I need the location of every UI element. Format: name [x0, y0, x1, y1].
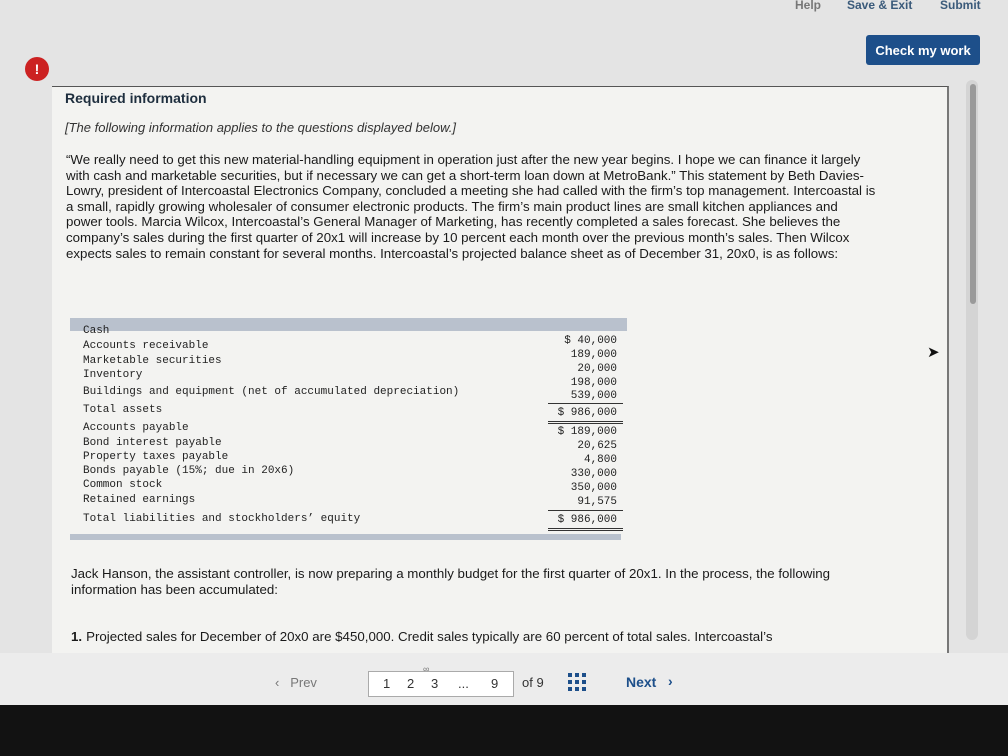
row-label: Common stock: [83, 479, 163, 491]
second-paragraph: Jack Hanson, the assistant controller, is now preparing a monthly budget for the first quarter of 20x1. In the process, the following information has been accumulated:: [71, 566, 831, 597]
page-link[interactable]: 2: [407, 676, 415, 691]
total-rule: [548, 421, 623, 422]
subtotal-rule: [548, 510, 623, 511]
row-label: Cash: [83, 325, 110, 337]
submit-link[interactable]: Submit: [940, 0, 981, 12]
table-footer-band: [70, 534, 621, 540]
row-label: Bonds payable (15%; due in 20x6): [83, 465, 295, 477]
total-rule: [548, 530, 623, 531]
scrollbar-thumb[interactable]: [970, 84, 976, 304]
row-label: Retained earnings: [83, 494, 196, 506]
prev-label: Prev: [290, 675, 317, 690]
next-button[interactable]: Next: [626, 674, 657, 690]
list-item-number: 1.: [71, 629, 83, 644]
row-value: 20,000: [577, 363, 617, 375]
prev-button[interactable]: [275, 675, 317, 690]
row-value: 91,575: [577, 496, 617, 508]
monitor-bezel: [0, 705, 1008, 756]
page-link[interactable]: 9: [491, 676, 499, 691]
row-value: 350,000: [570, 482, 617, 494]
row-value: 539,000: [570, 390, 617, 402]
list-item-text: Projected sales for December of 20x0 are $450,000. Credit sales typically are 60 percent of total sales. Intercoastal’s: [86, 629, 773, 644]
row-label: Marketable securities: [83, 355, 222, 367]
row-label: Inventory: [83, 369, 143, 381]
row-label: Accounts receivable: [83, 340, 209, 352]
save-exit-link[interactable]: Save & Exit: [847, 0, 913, 12]
total-rule: [548, 423, 623, 424]
link-icon: ∞: [423, 664, 430, 674]
row-label: Accounts payable: [83, 422, 189, 434]
alert-icon: !: [25, 57, 49, 81]
top-toolbar: [0, 0, 1008, 18]
page-total: of 9: [522, 675, 544, 690]
mouse-pointer-icon: ➤: [927, 344, 940, 361]
chevron-right-icon[interactable]: ›: [668, 673, 673, 689]
row-value: 20,625: [577, 440, 617, 452]
intro-paragraph: “We really need to get this new material-handling equipment in operation just after the new year begins. I hope we can finance it largely with cash and marketable securities, but if necessary we can get a short-term loan down at MetroBank.” This statement by Beth Davies-Lowry, president of Intercoastal Electronics Company, concluded a meeting she had called with the firm’s top management. Intercoastal is a small, rapidly growing wholesaler of consumer electronic products. The firm’s main product lines are small kitchen appliances and power tools. Marcia Wilcox, Intercoastal’s General Manager of Marketing, has recently completed a sales forecast. She believes the company’s sales during the first quarter of 20x1 will increase by 10 percent each month over the previous month’s sales. Then Wilcox expects sales to remain constant for several months. Intercoastal’s projected balance sheet as of December 31, 20x0, is as follows:: [66, 152, 876, 261]
required-information-subtitle: [The following information applies to the questions displayed below.]: [65, 120, 456, 135]
row-value: $ 986,000: [557, 407, 617, 419]
row-value: 198,000: [570, 377, 617, 389]
row-label: Total assets: [83, 404, 163, 416]
table-header-band: [70, 318, 627, 331]
list-item: [71, 629, 772, 644]
row-label: Total liabilities and stockholders’ equity: [83, 513, 361, 525]
subtotal-rule: [548, 403, 623, 404]
page-link-current[interactable]: 3: [431, 676, 439, 691]
page-ellipsis: ...: [458, 676, 469, 691]
row-label: Buildings and equipment (net of accumulated depreciation): [83, 386, 460, 398]
chevron-left-icon: ‹: [275, 675, 280, 690]
check-my-work-button[interactable]: Check my work: [866, 35, 980, 65]
row-value: $ 40,000: [564, 335, 617, 347]
row-value: 330,000: [570, 468, 617, 480]
balance-sheet-table: [70, 318, 628, 540]
row-value: $ 986,000: [557, 514, 617, 526]
row-label: Property taxes payable: [83, 451, 229, 463]
row-value: 4,800: [583, 454, 617, 466]
row-value: $ 189,000: [557, 426, 617, 438]
help-link[interactable]: Help: [795, 0, 822, 12]
total-rule: [548, 528, 623, 529]
page-selector: [368, 671, 514, 697]
page-link[interactable]: 1: [383, 676, 391, 691]
grid-icon[interactable]: [568, 673, 586, 691]
required-information-title: Required information: [65, 90, 207, 106]
row-label: Bond interest payable: [83, 437, 222, 449]
row-value: 189,000: [570, 349, 617, 361]
